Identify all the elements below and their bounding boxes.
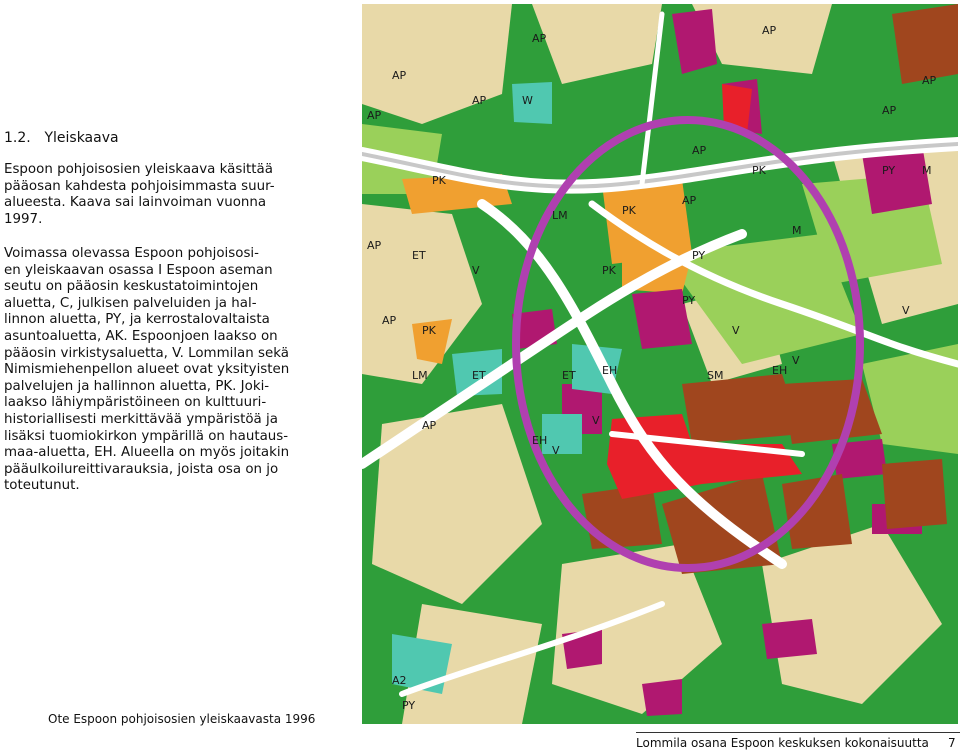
zone-label: V	[592, 414, 600, 427]
footer-title: Lommila osana Espoon keskuksen kokonaisuutta	[636, 736, 929, 750]
zone-label: AP	[762, 24, 777, 37]
zone-label: PY	[682, 294, 696, 307]
section-heading	[4, 130, 119, 146]
zone-label: PY	[692, 249, 706, 262]
section-number: 1.2.	[4, 130, 31, 146]
zone-label: EH	[602, 364, 618, 377]
zone-label: V	[792, 354, 800, 367]
zone-label: PK	[422, 324, 436, 337]
zone-label: AP	[382, 314, 397, 327]
zone-label: PK	[602, 264, 616, 277]
zone-label: LM	[412, 369, 428, 382]
zone-label: PY	[882, 164, 896, 177]
zone-label: EH	[772, 364, 788, 377]
zone-label: PK	[752, 164, 766, 177]
zone-label: V	[732, 324, 740, 337]
zone-label: ET	[412, 249, 426, 262]
zone-label: AP	[532, 32, 547, 45]
zone-label: M	[792, 224, 802, 237]
zone-label: ET	[562, 369, 576, 382]
zone-label: AP	[682, 194, 697, 207]
zone-label: AP	[882, 104, 897, 117]
footer-rule	[636, 732, 960, 733]
zone-label: ET	[472, 369, 486, 382]
page-number: 7	[948, 736, 956, 750]
zone-label: SM	[707, 369, 724, 382]
zone-label: EH	[532, 434, 548, 447]
zone-label: V	[902, 304, 910, 317]
body-paragraph: Voimassa olevassa Espoon pohjoisosi- en yleiskaavan osassa I Espoon aseman seutu on pääosin keskustatoimintojen aluetta, C, julkisen palveluiden ja hal- linnon aluetta, PY, ja kerrostalovaltaista asuntoaluetta, AK. Espoonjoen laakso on pääosin virkistysaluetta, V. Lommilan sekä Nimismiehenpellon alueet ovat yksityisten palvelujen ja hallinnon aluetta, PK. Joki- laakso lähiympäristöineen on kulttuuri- historiallisesti merkittävää ympäristöä ja lisäksi tuomiokirkon ympärillä on hautaus- maa-aluetta, EH. Alueella on myös joitakin pääulkoilureittivarauksia, joista osa on jo toteutunut.	[4, 246, 290, 494]
zone-label: W	[522, 94, 533, 107]
master-plan-map	[362, 4, 958, 724]
zone-label: AP	[367, 239, 382, 252]
zone-label: LM	[552, 209, 568, 222]
zone-label: AP	[392, 69, 407, 82]
zone-label: V	[552, 444, 560, 457]
zone-label: M	[922, 164, 932, 177]
zone-label: PK	[622, 204, 636, 217]
zone-label: AP	[922, 74, 937, 87]
section-title: Yleiskaava	[44, 130, 119, 146]
zone-label: AP	[367, 109, 382, 122]
zone-label: A2	[392, 674, 407, 687]
zone-label: PY	[402, 699, 416, 712]
map-graphic	[362, 4, 958, 724]
zone-label: V	[472, 264, 480, 277]
map-caption: Ote Espoon pohjoisosien yleiskaavasta 1996	[48, 712, 316, 726]
zone-label: AP	[692, 144, 707, 157]
intro-paragraph: Espoon pohjoisosien yleiskaava käsittää pääosan kahdesta pohjoisimmasta suur- alueesta. Kaava sai lainvoiman vuonna 1997.	[4, 162, 275, 227]
zone-label: AP	[422, 419, 437, 432]
page-footer	[636, 736, 956, 750]
zone-label: PK	[432, 174, 446, 187]
zone-label: AP	[472, 94, 487, 107]
